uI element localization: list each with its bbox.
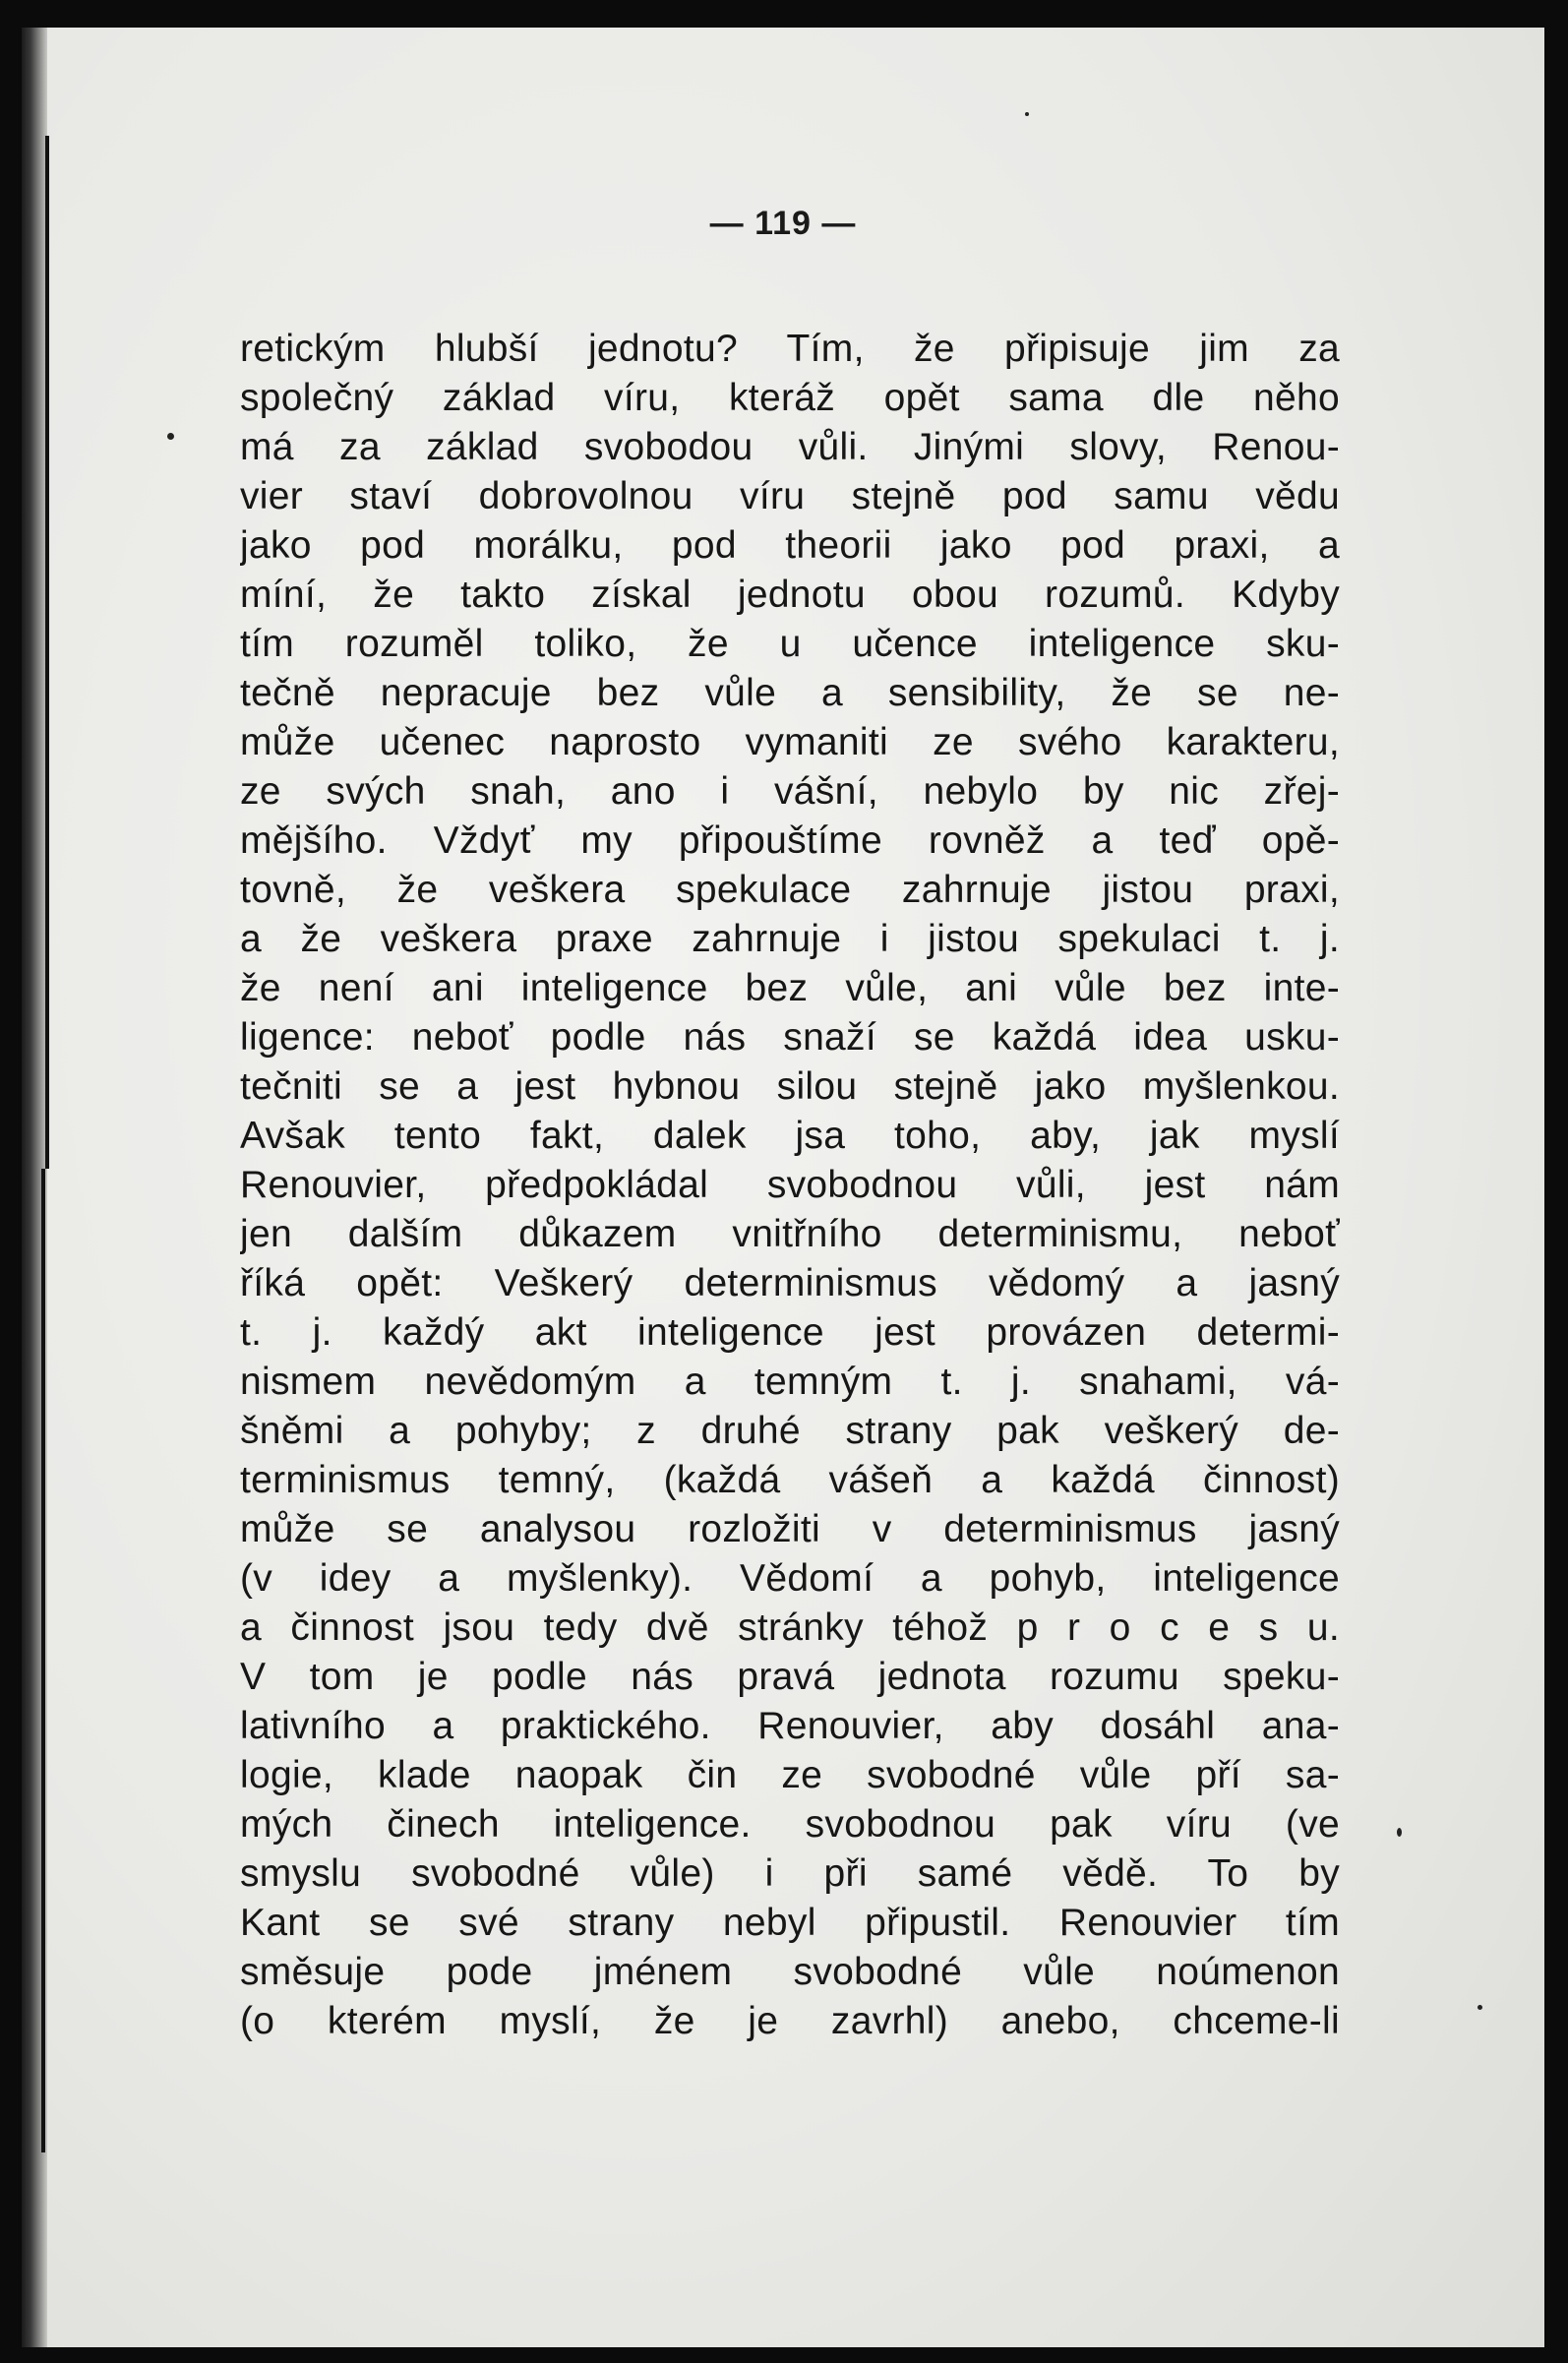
text-line: říká opět: Veškerý determinismus vědomý a jasný <box>240 1262 1340 1304</box>
body-text <box>240 325 1340 2046</box>
text-line: (o kterém myslí, že je zavrhl) anebo, chceme-li <box>240 2000 1340 2042</box>
text-line: společný základ víru, kteráž opět sama dle něho <box>240 377 1340 419</box>
book-page <box>22 28 1544 2347</box>
ink-speck <box>1397 1828 1402 1837</box>
page-number: — 119 — <box>709 205 857 242</box>
text-line: Renouvier, předpokládal svobodnou vůli, jest nám <box>240 1164 1340 1206</box>
text-line: vier staví dobrovolnou víru stejně pod samu vědu <box>240 475 1340 517</box>
text-line: (v idey a myšlenky). Vědomí a pohyb, inteligence <box>240 1557 1340 1600</box>
text-line: V tom je podle nás pravá jednota rozumu speku- <box>240 1656 1340 1698</box>
text-line: a činnost jsou tedy dvě stránky téhož p r o c e s u. <box>240 1606 1340 1649</box>
text-line: směsuje pode jménem svobodné vůle noúmenon <box>240 1951 1340 1993</box>
text-line: míní, že takto získal jednotu obou rozumů. Kdyby <box>240 574 1340 616</box>
text-line: terminismus temný, (každá vášeň a každá činnost) <box>240 1459 1340 1501</box>
text-line: logie, klade naopak čin ze svobodné vůle pří sa- <box>240 1754 1340 1796</box>
text-line: šněmi a pohyby; z druhé strany pak veškerý de- <box>240 1410 1340 1452</box>
text-line: jako pod morálku, pod theorii jako pod praxi, a <box>240 524 1340 567</box>
text-line: mých činech inteligence. svobodnou pak víru (ve <box>240 1803 1340 1846</box>
ink-speck <box>167 433 174 440</box>
binding-mark <box>41 1169 45 2152</box>
text-line: retickým hlubší jednotu? Tím, že připisuje jim za <box>240 328 1340 370</box>
text-line: tečniti se a jest hybnou silou stejně jako myšlenkou. <box>240 1065 1340 1108</box>
text-line: může se analysou rozložiti v determinismus jasný <box>240 1508 1340 1550</box>
text-line: lativního a praktického. Renouvier, aby dosáhl ana- <box>240 1705 1340 1747</box>
binding-mark <box>45 136 49 1169</box>
text-line: a že veškera praxe zahrnuje i jistou spekulaci t. j. <box>240 918 1340 960</box>
text-line: ze svých snah, ano i vášní, nebylo by nic zřej- <box>240 770 1340 813</box>
text-line: Kant se své strany nebyl připustil. Renouvier tím <box>240 1902 1340 1944</box>
text-line: Avšak tento fakt, dalek jsa toho, aby, jak myslí <box>240 1115 1340 1157</box>
text-line: nismem nevědomým a temným t. j. snahami, vá- <box>240 1361 1340 1403</box>
text-line: tím rozuměl toliko, že u učence inteligence sku- <box>240 623 1340 665</box>
text-line: může učenec naprosto vymaniti ze svého karakteru, <box>240 721 1340 763</box>
text-line: má za základ svobodou vůli. Jinými slovy, Renou- <box>240 426 1340 468</box>
ink-speck <box>1478 2005 1482 2010</box>
text-line: jen dalším důkazem vnitřního determinismu, neboť <box>240 1213 1340 1255</box>
text-line: t. j. každý akt inteligence jest provázen determi- <box>240 1311 1340 1354</box>
text-line: mějšího. Vždyť my připouštíme rovněž a teď opě- <box>240 819 1340 862</box>
ink-speck <box>1025 112 1029 116</box>
text-line: tečně nepracuje bez vůle a sensibility, že se ne- <box>240 672 1340 714</box>
text-line: že není ani inteligence bez vůle, ani vůle bez inte- <box>240 967 1340 1009</box>
text-line: smyslu svobodné vůle) i při samé vědě. To by <box>240 1852 1340 1895</box>
text-line: tovně, že veškera spekulace zahrnuje jistou praxi, <box>240 869 1340 911</box>
text-line: ligence: neboť podle nás snaží se každá idea usku- <box>240 1016 1340 1059</box>
